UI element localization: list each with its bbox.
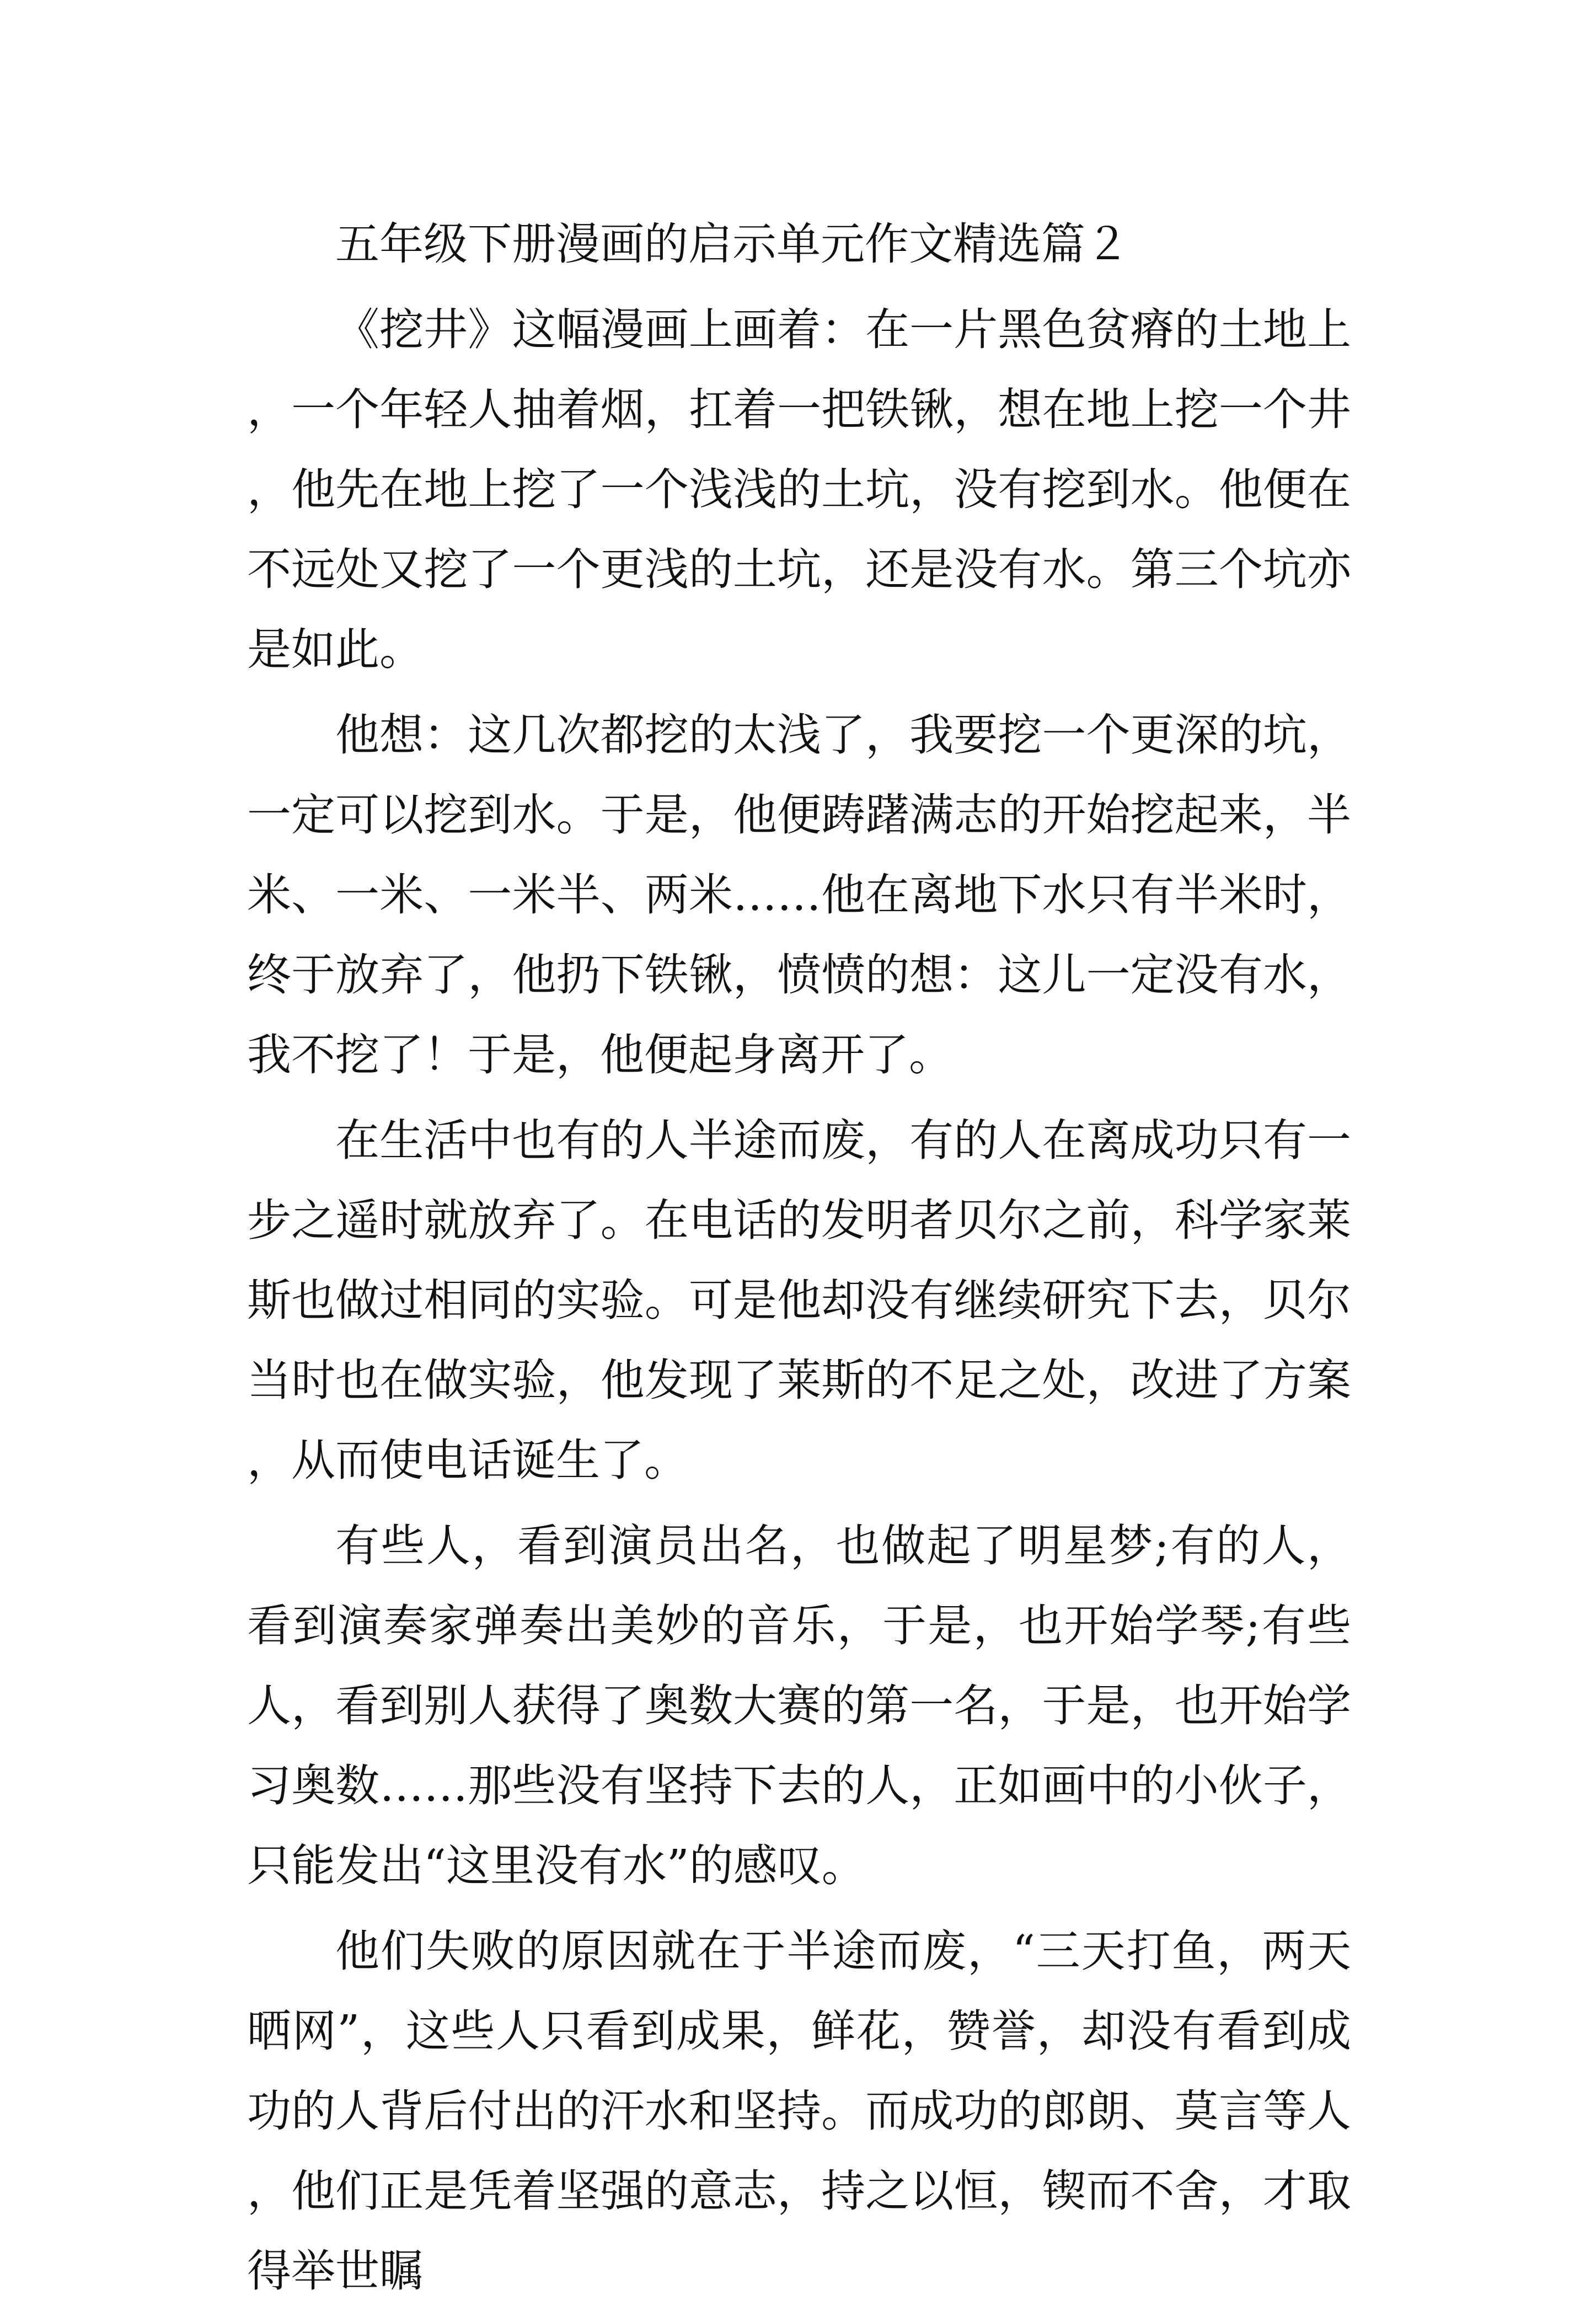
paragraph-5: 他们失败的原因就在于半途而废，“三天打鱼，两天晒网”，这些人只看到成果，鲜花，赞誉，却没有看到成功的人背后付出的汗水和坚持。而成功的郎朗、莫言等人，他们正是凭着坚强的意志，持之以恒，锲而不舍，才取得举世瞩 <box>247 1925 1351 2297</box>
paragraph-2: 他想：这几次都挖的太浅了，我要挖一个更深的坑，一定可以挖到水。于是，他便踌躇满志的开始挖起来，半米、一米、一米半、两米……他在离地下水只有半米时，终于放弃了，他扔下铁锹，愤愤的想：这儿一定没有水，我不挖了！于是，他便起身离开了。 <box>247 709 1351 1080</box>
document-body <box>247 204 1351 2311</box>
paragraph-4: 有些人，看到演员出名，也做起了明星梦;有的人，看到演奏家弹奏出美妙的音乐，于是，也开始学琴;有些人，看到别人获得了奥数大赛的第一名，于是，也开始学习奥数……那些没有坚持下去的人，正如画中的小伙子，只能发出“这里没有水”的感叹。 <box>247 1520 1351 1891</box>
paragraph-3: 在生活中也有的人半途而废，有的人在离成功只有一步之遥时就放弃了。在电话的发明者贝尔之前，科学家莱斯也做过相同的实验。可是他却没有继续研究下去，贝尔当时也在做实验，他发现了莱斯的不足之处，改进了方案，从而使电话诞生了。 <box>247 1115 1351 1486</box>
document-title: 五年级下册漫画的启示单元作文精选篇２ <box>335 218 1129 270</box>
paragraph-1: 《挖井》这幅漫画上画着：在一片黑色贫瘠的土地上，一个年轻人抽着烟，扛着一把铁锹，想在地上挖一个井，他先在地上挖了一个浅浅的土坑，没有挖到水。他便在不远处又挖了一个更浅的土坑，还是没有水。第三个坑亦是如此。 <box>247 304 1351 675</box>
